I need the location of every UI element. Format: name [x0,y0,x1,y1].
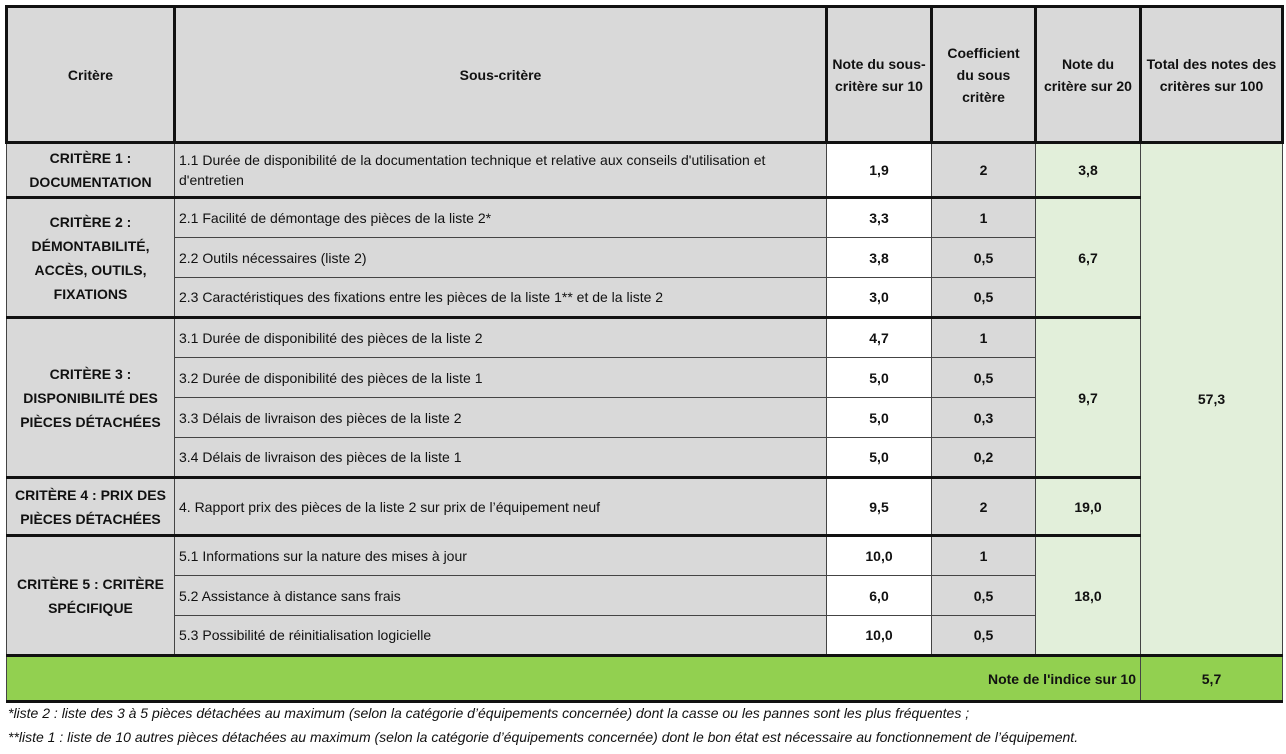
sub-criterion-label: 3.3 Délais de livraison des pièces de la liste 2 [175,398,827,438]
sub-criterion-label: 5.2 Assistance à distance sans frais [175,576,827,616]
criterion-label: CRITÈRE 2 : DÉMONTABILITÉ, ACCÈS, OUTILS, FIXATIONS [7,198,175,318]
sub-criterion-note: 5,0 [827,438,932,478]
sub-criterion-label: 3.4 Délais de livraison des pièces de la liste 1 [175,438,827,478]
sub-criterion-label: 2.3 Caractéristiques des fixations entre les pièces de la liste 1** et de la liste 2 [175,278,827,318]
sub-criterion-note: 1,9 [827,143,932,198]
criterion-label: CRITÈRE 4 : PRIX DES PIÈCES DÉTACHÉES [7,478,175,536]
sub-criterion-coefficient: 1 [932,318,1036,358]
table-row [7,198,1283,238]
sub-criterion-coefficient: 2 [932,143,1036,198]
sub-criterion-coefficient: 1 [932,536,1036,576]
sub-criterion-label: 2.2 Outils nécessaires (liste 2) [175,238,827,278]
total-notes-100: 57,3 [1141,143,1283,656]
final-score-row [7,656,1283,702]
sub-criterion-coefficient: 0,5 [932,278,1036,318]
table-row [7,318,1283,358]
sub-criterion-coefficient: 0,2 [932,438,1036,478]
sub-criterion-label: 2.1 Facilité de démontage des pièces de la liste 2* [175,198,827,238]
header-sous-critere: Sous-critère [175,7,827,143]
sub-criterion-note: 5,0 [827,398,932,438]
sub-criterion-coefficient: 0,3 [932,398,1036,438]
sub-criterion-coefficient: 0,5 [932,616,1036,656]
criterion-note-20: 9,7 [1036,318,1141,478]
footnote-liste-1: **liste 1 : liste de 10 autres pièces détachées au maximum (selon la catégorie d’équipements concernée) dont le bon état est nécessaire au fonctionnement de l’équipement. [8,729,1079,745]
sub-criterion-note: 10,0 [827,616,932,656]
sub-criterion-label: 5.3 Possibilité de réinitialisation logicielle [175,616,827,656]
sub-criterion-coefficient: 0,5 [932,238,1036,278]
criterion-label: CRITÈRE 3 : DISPONIBILITÉ DES PIÈCES DÉTACHÉES [7,318,175,478]
header-coefficient: Coefficient du sous critère [932,7,1036,143]
sub-criterion-note: 3,8 [827,238,932,278]
sub-criterion-note: 6,0 [827,576,932,616]
criterion-note-20: 18,0 [1036,536,1141,656]
sub-criterion-note: 3,0 [827,278,932,318]
sub-criterion-label: 5.1 Informations sur la nature des mises à jour [175,536,827,576]
sub-criterion-note: 9,5 [827,478,932,536]
repairability-score-table [5,5,1284,703]
sub-criterion-label: 3.2 Durée de disponibilité des pièces de la liste 1 [175,358,827,398]
criterion-label: CRITÈRE 5 : CRITÈRE SPÉCIFIQUE [7,536,175,656]
header-note-critere: Note du critère sur 20 [1036,7,1141,143]
criterion-note-20: 3,8 [1036,143,1141,198]
final-score-label: Note de l'indice sur 10 [7,656,1141,702]
sub-criterion-coefficient: 0,5 [932,358,1036,398]
sub-criterion-label: 3.1 Durée de disponibilité des pièces de la liste 2 [175,318,827,358]
header-critere: Critère [7,7,175,143]
table-row [7,536,1283,576]
criterion-note-20: 6,7 [1036,198,1141,318]
header-total: Total des notes des critères sur 100 [1141,7,1283,143]
sub-criterion-label: 4. Rapport prix des pièces de la liste 2 sur prix de l’équipement neuf [175,478,827,536]
sub-criterion-note: 5,0 [827,358,932,398]
header-note-sous-critere: Note du sous-critère sur 10 [827,7,932,143]
sub-criterion-note: 3,3 [827,198,932,238]
table-row [7,478,1283,536]
sub-criterion-coefficient: 0,5 [932,576,1036,616]
sub-criterion-coefficient: 2 [932,478,1036,536]
sub-criterion-coefficient: 1 [932,198,1036,238]
criterion-note-20: 19,0 [1036,478,1141,536]
footnote-liste-2: *liste 2 : liste des 3 à 5 pièces détachées au maximum (selon la catégorie d’équipements concernée) dont la casse ou les pannes sont les plus fréquentes ; [8,705,970,721]
sub-criterion-note: 4,7 [827,318,932,358]
header-row [7,7,1283,143]
sub-criterion-note: 10,0 [827,536,932,576]
criterion-label: CRITÈRE 1 : DOCUMENTATION [7,143,175,198]
table-row [7,143,1283,198]
final-score-value: 5,7 [1141,656,1283,702]
sub-criterion-label: 1.1 Durée de disponibilité de la documentation technique et relative aux conseils d'utilisation et d'entretien [175,143,827,198]
